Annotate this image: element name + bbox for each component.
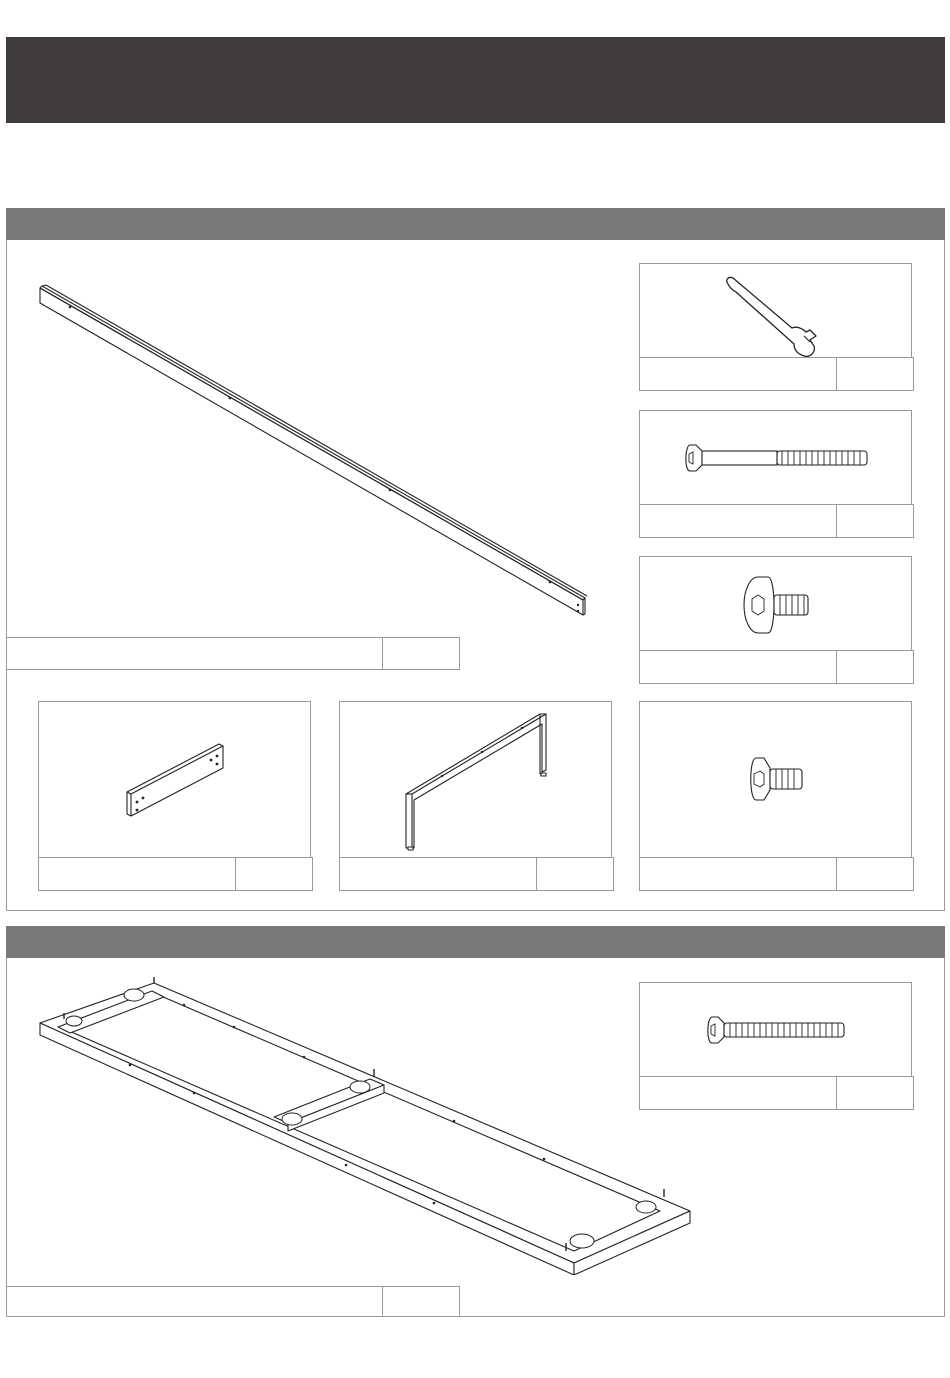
rail-caption	[6, 637, 460, 670]
plate-illustration	[123, 740, 233, 824]
flange-bolt-card	[639, 556, 912, 681]
flange-bolt-caption	[639, 650, 914, 684]
medium-bolt-card	[639, 982, 912, 1107]
long-bolt-card	[639, 410, 912, 535]
bolt-icon	[704, 1013, 854, 1047]
page-banner	[6, 37, 945, 123]
medium-bolt-caption	[639, 1076, 914, 1110]
section-2-header	[6, 926, 945, 958]
long-bolt-name	[640, 505, 837, 537]
short-screw-card	[639, 701, 912, 888]
long-bolt-qty	[837, 505, 913, 537]
wrench-icon	[720, 270, 830, 360]
flange-bolt-icon	[736, 573, 816, 637]
plate-card	[38, 701, 311, 888]
medium-bolt-qty	[837, 1077, 913, 1109]
flange-bolt-qty	[837, 651, 913, 683]
frame-assembly-qty	[383, 1287, 459, 1316]
wrench-name	[640, 358, 837, 390]
leg-frame-qty	[537, 858, 613, 890]
leg-frame-name	[340, 858, 537, 890]
leg-frame-caption	[339, 857, 614, 891]
section-1-header	[6, 208, 945, 240]
plate-name	[39, 858, 236, 890]
screw-icon	[746, 754, 806, 804]
frame-assembly-illustration	[34, 975, 696, 1275]
frame-assembly-caption	[6, 1286, 460, 1317]
wrench-qty	[837, 358, 913, 390]
short-screw-name	[640, 858, 837, 890]
leg-frame-card	[339, 701, 612, 888]
long-bolt-caption	[639, 504, 914, 538]
rail-illustration	[30, 280, 590, 625]
short-screw-qty	[837, 858, 913, 890]
bolt-icon	[682, 441, 872, 475]
rail-qty	[383, 638, 459, 669]
short-screw-caption	[639, 857, 914, 891]
plate-qty	[236, 858, 312, 890]
leg-frame-illustration	[402, 710, 552, 852]
rail-name	[7, 638, 383, 669]
frame-assembly-name	[7, 1287, 383, 1316]
flange-bolt-name	[640, 651, 837, 683]
wrench-caption	[639, 357, 914, 391]
wrench-card	[639, 263, 912, 388]
plate-caption	[38, 857, 313, 891]
medium-bolt-name	[640, 1077, 837, 1109]
